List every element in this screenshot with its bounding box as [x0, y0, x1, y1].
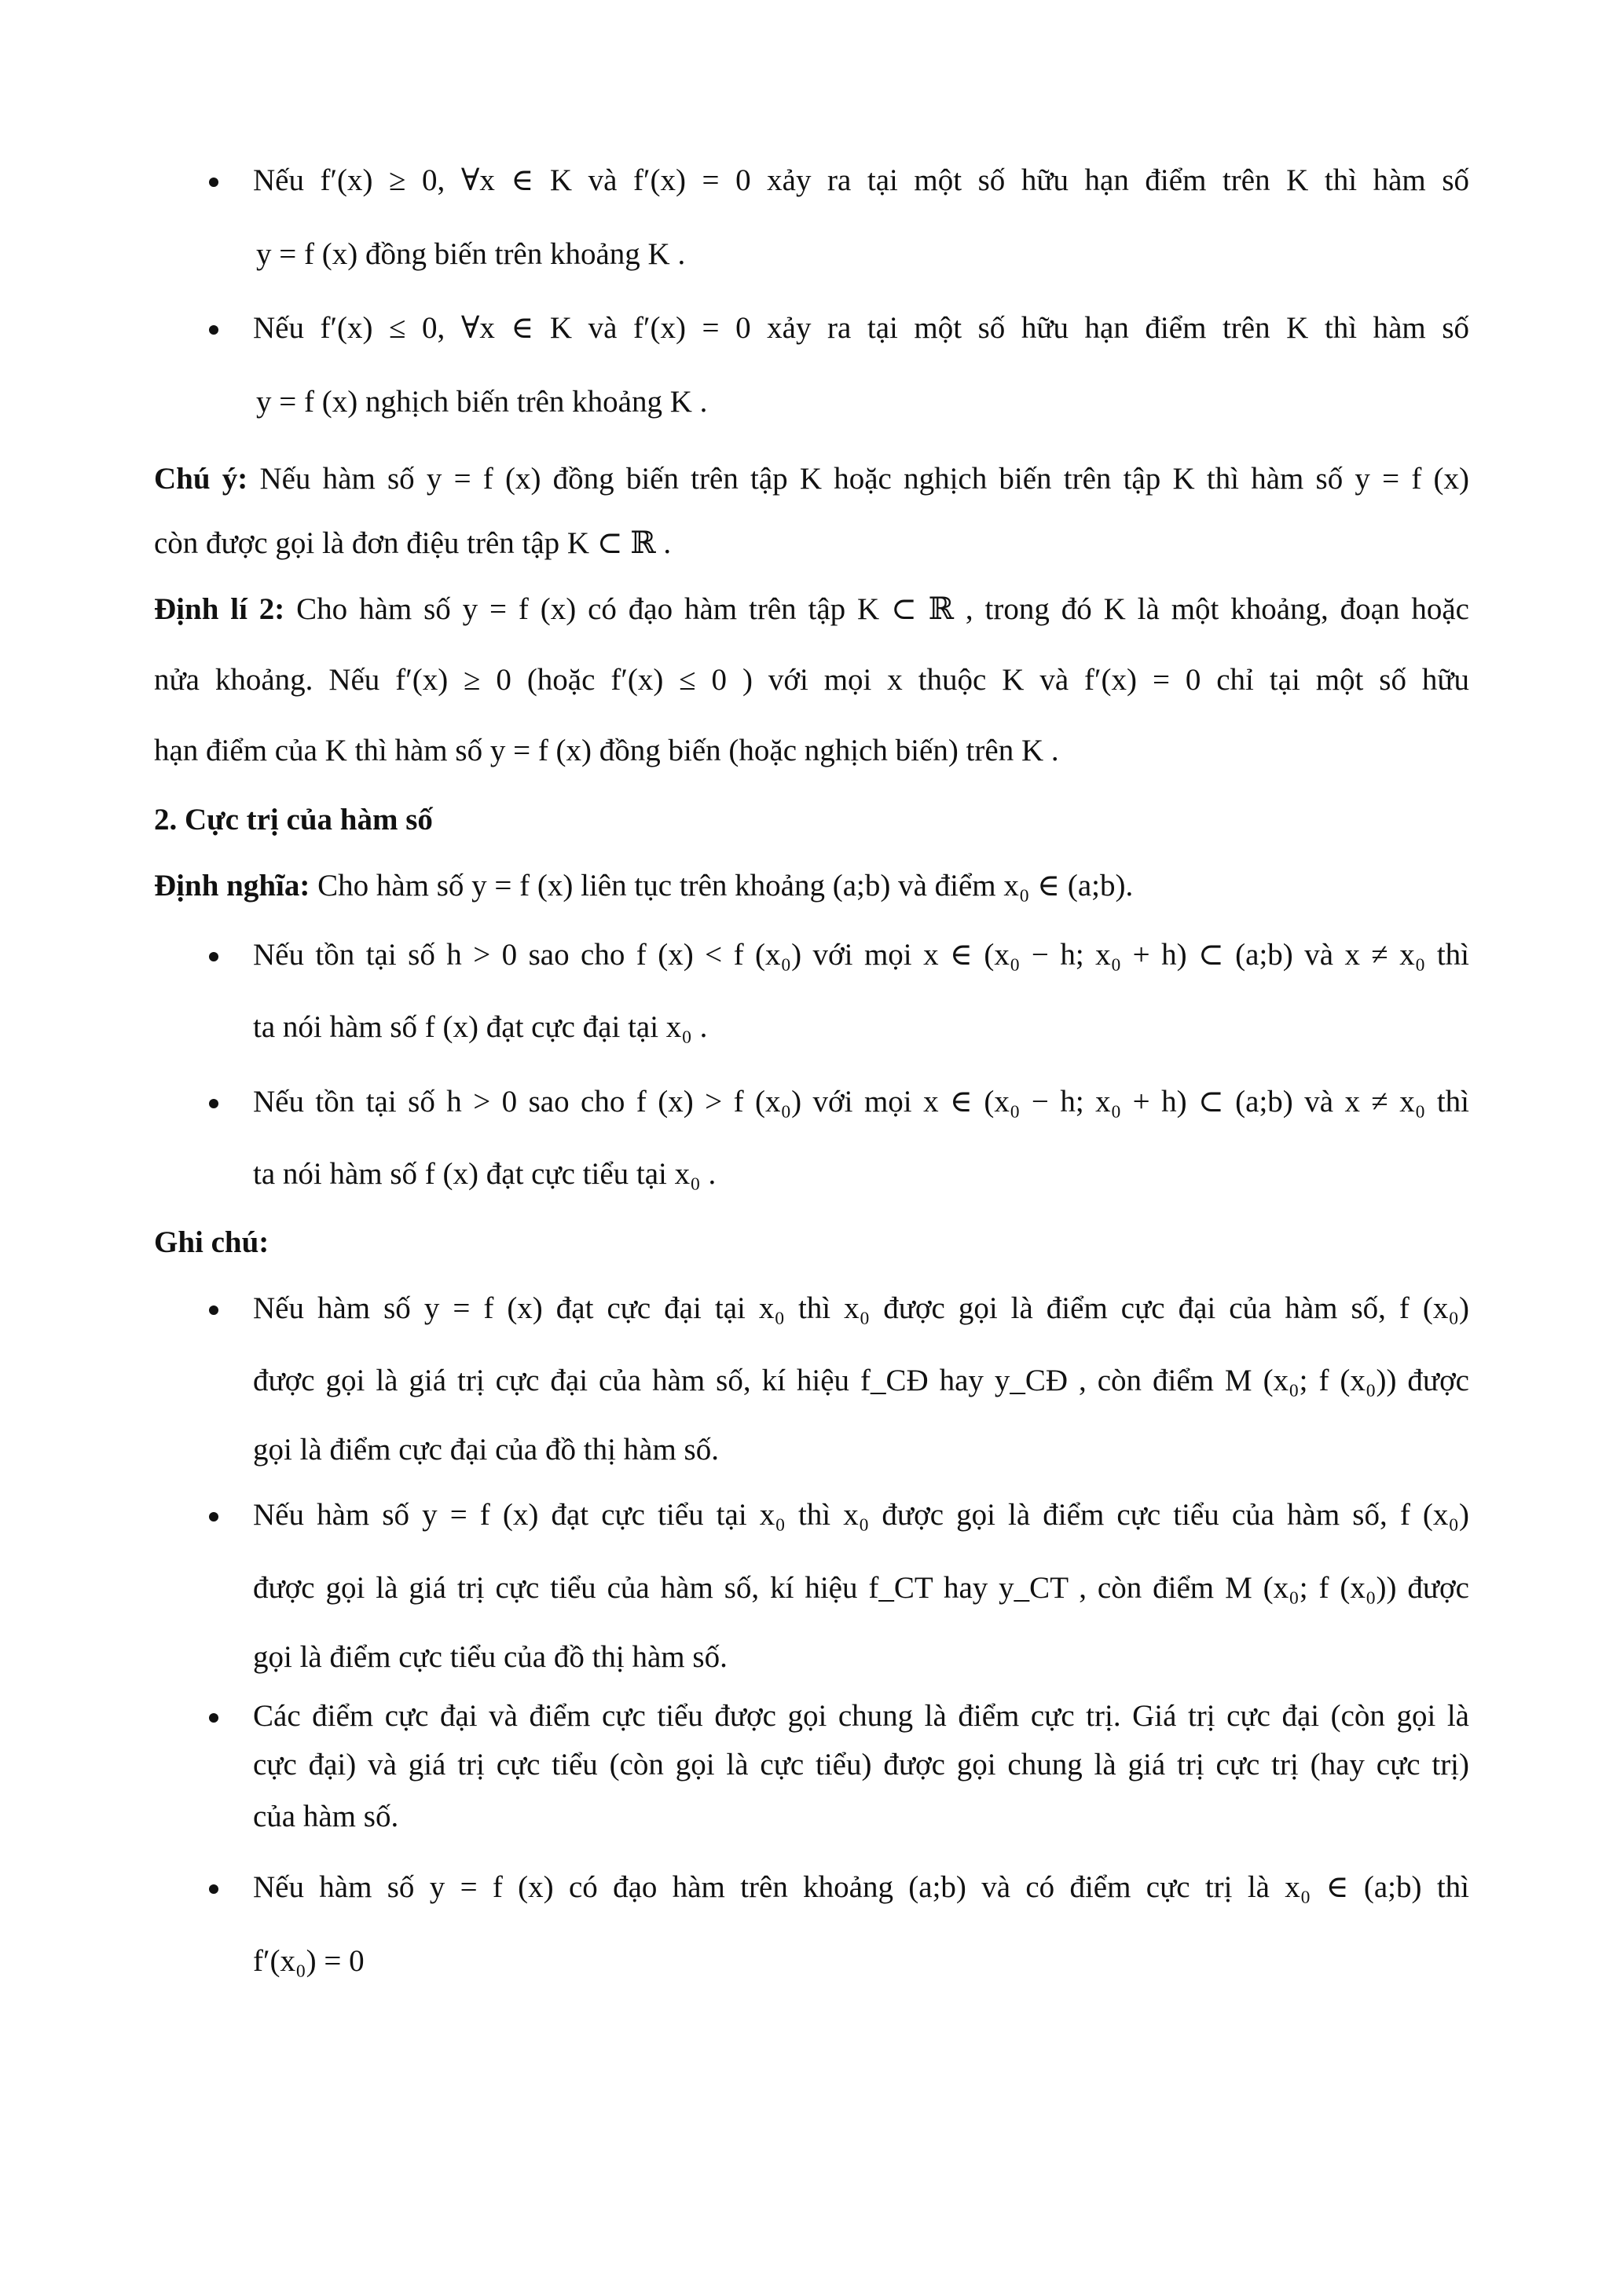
- theorem-text: Cho hàm số y = f (x) có đạo hàm trên tập K ⊂ ℝ , trong đó K là một khoảng, đoạn hoặc: [284, 592, 1469, 626]
- section-heading: [154, 797, 433, 843]
- definition-text: Cho hàm số y = f (x) liên tục trên khoảng (a;b) và điểm x₀ ∈ (a;b).: [310, 869, 1134, 903]
- text-line: gọi là điểm cực đại của đồ thị hàm số.: [253, 1433, 719, 1467]
- note-text: Nếu hàm số y = f (x) đồng biến trên tập K hoặc nghịch biến trên tập K thì hàm số y = f (x): [247, 462, 1469, 496]
- definition-line: [154, 863, 1133, 909]
- text-line: gọi là điểm cực tiểu của đồ thị hàm số.: [253, 1640, 728, 1674]
- notes-label: Ghi chú:: [154, 1225, 269, 1259]
- bullet-dot: [209, 1884, 218, 1894]
- text-line: Các điểm cực đại và điểm cực tiểu được gọi chung là điểm cực trị. Giá trị cực đại (còn gọi là: [253, 1699, 1469, 1733]
- text-line: cực đại) và giá trị cực tiểu (còn gọi là cực tiểu) được gọi chung là giá trị cực trị (hay cực trị): [253, 1748, 1469, 1782]
- text-line: Nếu tồn tại số h > 0 sao cho f (x) > f (x₀) với mọi x ∈ (x₀ − h; x₀ + h) ⊂ (a;b) và x ≠ x₀ thì: [253, 1085, 1469, 1119]
- bullet-dot: [209, 1305, 218, 1315]
- text-line: y = f (x) đồng biến trên khoảng K .: [256, 237, 686, 271]
- text-line: được gọi là giá trị cực tiểu của hàm số, kí hiệu f_CT hay y_CT , còn điểm M (x₀; f (x₀)) được: [253, 1571, 1469, 1605]
- text-line: ta nói hàm số f (x) đạt cực tiểu tại x₀ .: [253, 1157, 717, 1191]
- bullet-dot: [209, 178, 218, 187]
- theorem-label: Định lí 2:: [154, 592, 285, 626]
- text-line: Nếu hàm số y = f (x) có đạo hàm trên khoảng (a;b) và có điểm cực trị là x₀ ∈ (a;b) thì: [253, 1870, 1469, 1904]
- bullet-dot: [209, 1099, 218, 1108]
- text-line: nửa khoảng. Nếu f′(x) ≥ 0 (hoặc f′(x) ≤ 0 ) với mọi x thuộc K và f′(x) = 0 chỉ tại một số hữu: [154, 663, 1469, 697]
- note-paragraph-line: [154, 456, 1469, 502]
- bullet-dot: [209, 952, 218, 961]
- text-line: Nếu tồn tại số h > 0 sao cho f (x) < f (x₀) với mọi x ∈ (x₀ − h; x₀ + h) ⊂ (a;b) và x ≠ x₀ thì: [253, 938, 1469, 972]
- text-line: Nếu f′(x) ≥ 0, ∀x ∈ K và f′(x) = 0 xảy ra tại một số hữu hạn điểm trên K thì hàm số: [253, 163, 1469, 197]
- note-label: Chú ý:: [154, 462, 248, 496]
- text-line: Nếu f′(x) ≤ 0, ∀x ∈ K và f′(x) = 0 xảy ra tại một số hữu hạn điểm trên K thì hàm số: [253, 311, 1469, 345]
- bullet-dot: [209, 325, 218, 335]
- bullet-dot: [209, 1713, 218, 1723]
- text-line: hạn điểm của K thì hàm số y = f (x) đồng biến (hoặc nghịch biến) trên K .: [154, 734, 1059, 767]
- text-line: còn được gọi là đơn điệu trên tập K ⊂ ℝ .: [154, 526, 672, 560]
- text-line: Nếu hàm số y = f (x) đạt cực tiểu tại x₀ thì x₀ được gọi là điểm cực tiểu của hàm số, f (x₀): [253, 1498, 1469, 1532]
- text-line: của hàm số.: [253, 1800, 399, 1833]
- section-title: 2. Cực trị của hàm số: [154, 803, 433, 837]
- notes-heading: [154, 1220, 269, 1265]
- bullet-dot: [209, 1512, 218, 1522]
- theorem-line: [154, 587, 1469, 632]
- text-line: f′(x₀) = 0: [253, 1944, 365, 1978]
- text-line: y = f (x) nghịch biến trên khoảng K .: [256, 385, 708, 419]
- text-line: Nếu hàm số y = f (x) đạt cực đại tại x₀ thì x₀ được gọi là điểm cực đại của hàm số, f (x₀): [253, 1291, 1469, 1325]
- text-line: ta nói hàm số f (x) đạt cực đại tại x₀ .: [253, 1010, 708, 1044]
- text-line: được gọi là giá trị cực đại của hàm số, kí hiệu f_CĐ hay y_CĐ , còn điểm M (x₀; f (x₀)) được: [253, 1364, 1469, 1397]
- definition-label: Định nghĩa:: [154, 869, 310, 903]
